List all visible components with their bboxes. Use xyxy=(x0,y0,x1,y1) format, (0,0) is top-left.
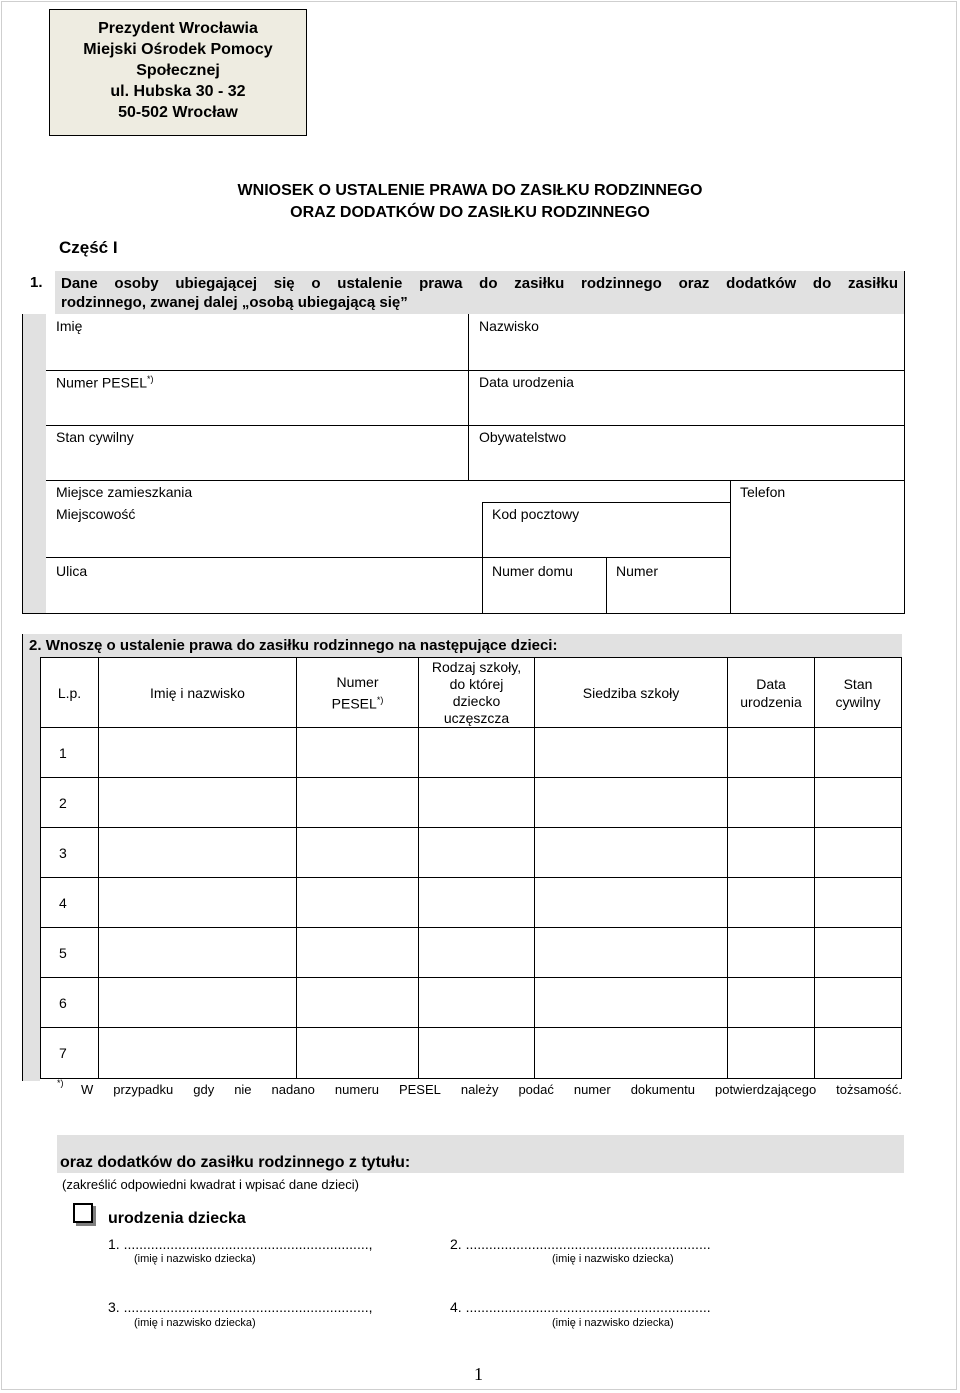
col-header-name: Imię i nazwisko xyxy=(99,658,297,728)
addressee-line-1: Prezydent Wrocławia xyxy=(98,20,258,37)
grid-line xyxy=(730,480,731,614)
footnote-word: podać xyxy=(518,1082,554,1097)
col-header-school-line-4: uczęszcza xyxy=(443,709,510,726)
table-row xyxy=(41,728,902,778)
grid-line xyxy=(468,314,469,480)
footnote-word: gdy xyxy=(193,1082,215,1097)
grid-line xyxy=(22,314,23,614)
grid-line xyxy=(46,370,905,371)
cell-school-type[interactable] xyxy=(419,878,535,928)
citizenship-label: Obywatelstwo xyxy=(479,429,567,445)
child-entry-4-caption: (imię i nazwisko dziecka) xyxy=(552,1317,674,1329)
cell-name[interactable] xyxy=(99,1028,297,1079)
cell-school-seat[interactable] xyxy=(535,978,728,1028)
cell-marital-status[interactable] xyxy=(815,928,902,978)
cell-marital-status[interactable] xyxy=(815,1028,902,1079)
table-header-row xyxy=(41,658,902,728)
col-header-birth-date xyxy=(728,658,815,728)
form-title-line-2: ORAZ DODATKÓW DO ZASIŁKU RODZINNEGO xyxy=(290,204,650,221)
street-label: Ulica xyxy=(56,563,88,579)
city-label: Miejscowość xyxy=(56,506,136,522)
section-3-heading: oraz dodatków do zasiłku rodzinnego z tytułu: xyxy=(57,1135,904,1173)
section-2-title: Wnoszę o ustalenie prawa do zasiłku rodzinnego na następujące dzieci: xyxy=(45,637,558,654)
row-number: 4 xyxy=(41,878,99,928)
cell-school-type[interactable] xyxy=(419,778,535,828)
grid-line xyxy=(46,425,905,426)
cell-name[interactable] xyxy=(99,878,297,928)
cell-school-seat[interactable] xyxy=(535,778,728,828)
footnote-word: W xyxy=(81,1082,94,1097)
grid-line xyxy=(22,634,23,1081)
cell-pesel[interactable] xyxy=(297,878,419,928)
cell-marital-status[interactable] xyxy=(815,978,902,1028)
section-1-heading-line-2: rodzinnego, zwanej dalej „osobą ubiegającą się” xyxy=(61,294,408,311)
row-number: 1 xyxy=(41,728,99,778)
row-number: 3 xyxy=(41,828,99,878)
house-number-label: Numer domu xyxy=(492,563,573,579)
cell-name[interactable] xyxy=(99,778,297,828)
cell-pesel[interactable] xyxy=(297,978,419,1028)
section-3-instruction: (zakreślić odpowiedni kwadrat i wpisać dane dzieci) xyxy=(62,1177,359,1192)
cell-birth-date[interactable] xyxy=(728,778,815,828)
col-header-status-line-1: Stan xyxy=(843,675,873,692)
table-row xyxy=(41,828,902,878)
cell-name[interactable] xyxy=(99,978,297,1028)
table-row xyxy=(41,1028,902,1079)
cell-birth-date[interactable] xyxy=(728,978,815,1028)
footnote-text xyxy=(57,1082,902,1097)
child-entry-1[interactable]: 1. ..............................................................., xyxy=(108,1236,373,1252)
cell-school-seat[interactable] xyxy=(535,928,728,978)
footnote-word: przypadku xyxy=(113,1082,174,1097)
cell-marital-status[interactable] xyxy=(815,778,902,828)
cell-birth-date[interactable] xyxy=(728,928,815,978)
addressee-line-2: Miejski Ośrodek Pomocy xyxy=(83,41,273,58)
cell-school-type[interactable] xyxy=(419,728,535,778)
section-2-number: 2. xyxy=(29,637,42,654)
section-2-heading xyxy=(22,634,902,657)
marital-status-label: Stan cywilny xyxy=(56,429,134,445)
birth-allowance-label: urodzenia dziecka xyxy=(108,1210,246,1227)
cell-pesel[interactable] xyxy=(297,1028,419,1079)
section-1-heading xyxy=(55,271,904,314)
first-name-label: Imię xyxy=(56,318,83,334)
section-2-margin xyxy=(22,657,40,1081)
cell-marital-status[interactable] xyxy=(815,828,902,878)
cell-school-type[interactable] xyxy=(419,928,535,978)
grid-line xyxy=(606,557,607,614)
col-header-pesel-line-1: Numer xyxy=(336,673,379,690)
cell-pesel[interactable] xyxy=(297,778,419,828)
last-name-label: Nazwisko xyxy=(479,318,539,334)
col-header-school-line-1: Rodzaj szkoły, xyxy=(431,658,522,675)
cell-school-seat[interactable] xyxy=(535,1028,728,1079)
child-entry-3[interactable]: 3. ..............................................................., xyxy=(108,1299,373,1315)
cell-birth-date[interactable] xyxy=(728,728,815,778)
section-1-heading-line-1: Dane osoby ubiegającej się o ustalenie prawa do zasiłku rodzinnego oraz dodatków do zasiłku xyxy=(61,275,898,292)
cell-school-type[interactable] xyxy=(419,978,535,1028)
footnote-word: numeru xyxy=(334,1082,379,1097)
cell-birth-date[interactable] xyxy=(728,1028,815,1079)
table-row xyxy=(41,878,902,928)
row-number: 2 xyxy=(41,778,99,828)
footnote-word: nadano xyxy=(271,1082,315,1097)
col-header-lp: L.p. xyxy=(41,658,99,728)
residence-label: Miejsce zamieszkania xyxy=(56,484,193,500)
addressee-box xyxy=(49,9,307,136)
birth-date-label: Data urodzenia xyxy=(479,374,574,390)
footnote-mark: *) xyxy=(147,374,154,384)
footnote-mark: *) xyxy=(376,694,384,705)
cell-marital-status[interactable] xyxy=(815,878,902,928)
flat-number-label: Numer xyxy=(616,563,659,579)
section-1-number: 1. xyxy=(30,274,43,291)
section-1-margin xyxy=(22,314,46,614)
cell-name[interactable] xyxy=(99,828,297,878)
child-entry-1-caption: (imię i nazwisko dziecka) xyxy=(134,1253,256,1265)
col-header-pesel-line-2 xyxy=(297,691,418,713)
part-label: Część I xyxy=(59,238,118,257)
col-header-school-line-2: do której xyxy=(449,675,504,692)
row-number: 6 xyxy=(41,978,99,1028)
footnote-word: tożsamość. xyxy=(836,1082,902,1097)
col-header-birth-line-2: urodzenia xyxy=(740,693,802,710)
footnote-word: dokumentu xyxy=(630,1082,696,1097)
cell-school-seat[interactable] xyxy=(535,828,728,878)
cell-birth-date[interactable] xyxy=(728,878,815,928)
grid-line xyxy=(482,502,483,614)
child-entry-4[interactable]: 4. ............................................................... xyxy=(450,1299,711,1315)
pesel-label xyxy=(56,374,154,391)
col-header-birth-line-1: Data xyxy=(756,675,786,692)
cell-birth-date[interactable] xyxy=(728,828,815,878)
addressee-line-5: 50-502 Wrocław xyxy=(118,104,238,121)
footnote-word: numer xyxy=(573,1082,611,1097)
col-header-school-seat: Siedziba szkoły xyxy=(535,658,728,728)
form-title-line-1: WNIOSEK O USTALENIE PRAWA DO ZASIŁKU RODZINNEGO xyxy=(237,182,703,199)
cell-school-type[interactable] xyxy=(419,1028,535,1079)
col-header-status-line-2: cywilny xyxy=(835,693,881,710)
child-entry-2-caption: (imię i nazwisko dziecka) xyxy=(552,1253,674,1265)
grid-line xyxy=(46,557,730,558)
footnote-word: PESEL xyxy=(398,1082,441,1097)
col-header-school-type xyxy=(419,658,535,728)
table-row xyxy=(41,778,902,828)
cell-pesel[interactable] xyxy=(297,728,419,778)
pesel-label-text: Numer PESEL xyxy=(56,374,148,391)
children-table xyxy=(40,657,902,1079)
cell-school-type[interactable] xyxy=(419,828,535,878)
postal-code-label: Kod pocztowy xyxy=(492,506,580,522)
cell-school-seat[interactable] xyxy=(535,878,728,928)
cell-name[interactable] xyxy=(99,728,297,778)
cell-school-seat[interactable] xyxy=(535,728,728,778)
table-row xyxy=(41,928,902,978)
cell-marital-status[interactable] xyxy=(815,728,902,778)
footnote-word: potwierdzającego xyxy=(715,1082,817,1097)
col-header-marital-status xyxy=(815,658,902,728)
cell-name[interactable] xyxy=(99,928,297,978)
footnote-word: należy xyxy=(460,1082,499,1097)
col-header-school-line-3: dziecko xyxy=(452,692,501,709)
footnote-mark: *) xyxy=(57,1078,64,1088)
cell-pesel[interactable] xyxy=(297,828,419,878)
grid-line xyxy=(22,613,905,614)
child-entry-2[interactable]: 2. ............................................................... xyxy=(450,1236,711,1252)
grid-line xyxy=(904,271,905,614)
birth-allowance-checkbox[interactable] xyxy=(73,1203,93,1223)
child-entry-3-caption: (imię i nazwisko dziecka) xyxy=(134,1317,256,1329)
page-number: 1 xyxy=(474,1364,483,1384)
footnote-word: nie xyxy=(234,1082,252,1097)
pesel-footnote xyxy=(57,1078,902,1097)
grid-line xyxy=(46,480,905,481)
phone-label: Telefon xyxy=(740,484,786,500)
table-row xyxy=(41,978,902,1028)
col-header-pesel xyxy=(297,658,419,728)
addressee-line-3: Społecznej xyxy=(136,62,220,79)
row-number: 5 xyxy=(41,928,99,978)
cell-pesel[interactable] xyxy=(297,928,419,978)
row-number: 7 xyxy=(41,1028,99,1079)
col-header-pesel-text: PESEL xyxy=(331,695,377,712)
grid-line xyxy=(482,502,730,503)
addressee-line-4: ul. Hubska 30 - 32 xyxy=(110,83,246,100)
